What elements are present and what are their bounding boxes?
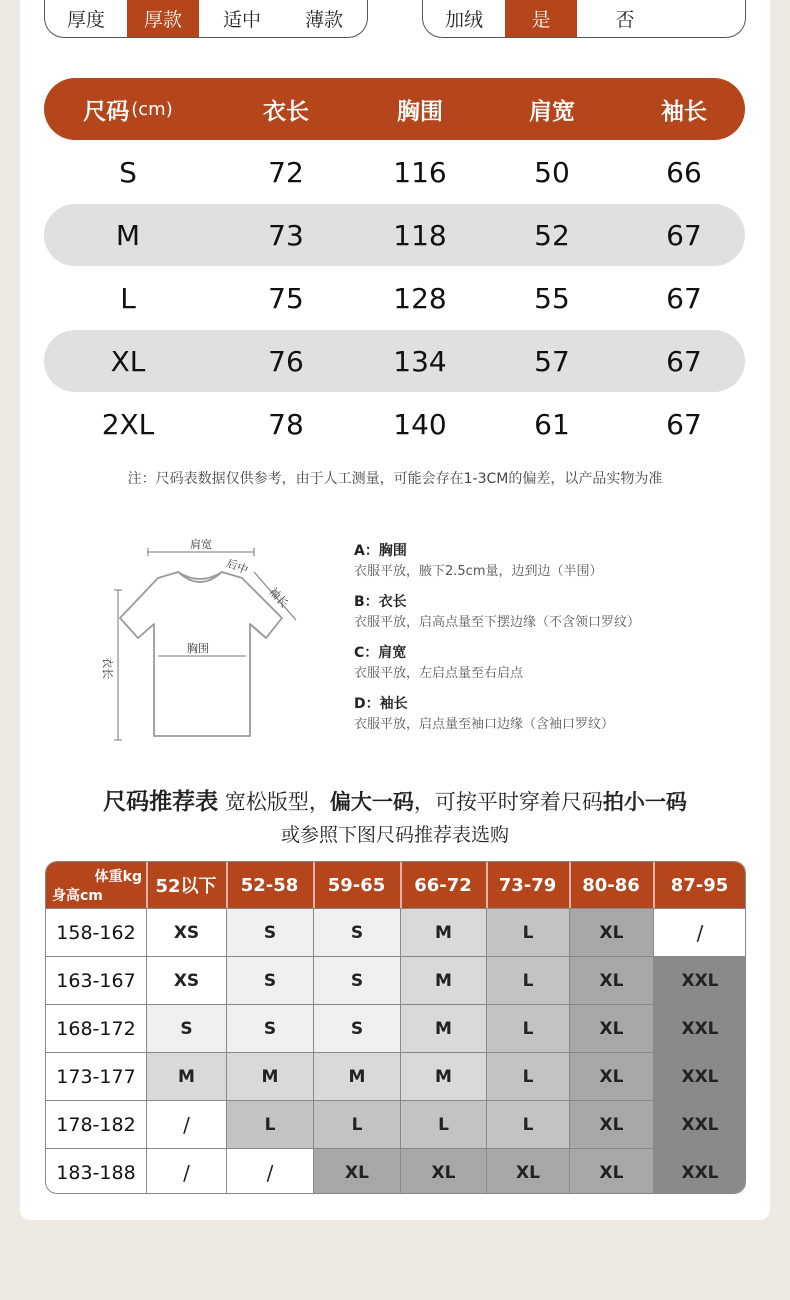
recommended-size-cell: XXL (653, 1101, 746, 1148)
recommended-size-cell: XL (569, 1149, 653, 1194)
recommended-size-cell: L (486, 1005, 569, 1052)
recommended-size-cell: L (313, 1101, 400, 1148)
recommended-size-cell: L (226, 1101, 313, 1148)
legend-chest-desc: 衣服平放，腋下2.5cm量，边到边（半围） (354, 564, 603, 579)
size-value-cell: 75 (268, 281, 304, 315)
recommend-table (45, 861, 746, 1194)
legend-shoulder-desc: 衣服平放，左启点量至右启点 (354, 666, 524, 681)
fleece-label: 加绒 (444, 9, 483, 31)
size-value-cell: 67 (666, 407, 702, 441)
recommended-size-cell: L (486, 957, 569, 1004)
recommend-usual: ，可按平时穿着尺码 (413, 790, 603, 814)
recommended-size-cell: L (486, 1101, 569, 1148)
size-value-cell: 67 (666, 281, 702, 315)
recommended-size-cell: S (313, 909, 400, 956)
recommended-size-cell: XXL (653, 1053, 746, 1100)
recommend-row (46, 956, 745, 1004)
size-value-cell: 67 (666, 344, 702, 378)
recommended-size-cell: L (486, 909, 569, 956)
size-value-cell: 76 (268, 344, 304, 378)
recommended-size-cell: M (146, 1053, 226, 1100)
recommended-size-cell: M (400, 909, 486, 956)
size-value-cell: 118 (393, 218, 447, 252)
legend-sleeve-desc: 衣服平放，启点量至袖口边缘（含袖口罗纹） (354, 717, 615, 732)
recommended-size-cell: XL (313, 1149, 400, 1194)
recommended-size-cell: XXL (653, 1005, 746, 1052)
label-back-center: 后中 (224, 556, 250, 577)
header-length: 衣长 (263, 98, 309, 125)
weight-header: 80-86 (582, 874, 640, 896)
tshirt-measurement-diagram (90, 528, 320, 748)
weight-header: 52以下 (155, 876, 217, 897)
header-divider (486, 862, 488, 908)
size-value-cell: 73 (268, 218, 304, 252)
recommended-size-cell: / (226, 1149, 313, 1194)
recommend-row (46, 1100, 745, 1148)
size-name-cell: S (119, 155, 137, 189)
thickness-selector (44, 0, 368, 38)
header-divider (653, 862, 655, 908)
label-chest: 胸围 (187, 642, 209, 655)
size-table-row (44, 330, 745, 392)
size-value-cell: 78 (268, 407, 304, 441)
recommended-size-cell: XL (400, 1149, 486, 1194)
recommended-size-cell: M (400, 957, 486, 1004)
size-name-cell: M (115, 218, 141, 252)
size-name-cell: XL (110, 344, 146, 378)
weight-header: 87-95 (670, 874, 729, 896)
recommended-size-cell: XXL (653, 957, 746, 1004)
size-value-cell: 55 (534, 281, 570, 315)
recommended-size-cell: XXL (653, 1149, 746, 1194)
label-length: 衣长 (101, 657, 114, 679)
fleece-selector (422, 0, 746, 38)
label-sleeve: 袖长 (266, 585, 291, 611)
thickness-option-thin[interactable]: 薄款 (304, 9, 343, 31)
recommended-size-cell: S (146, 1005, 226, 1052)
recommended-size-cell: S (313, 1005, 400, 1052)
recommend-title (0, 783, 790, 816)
recommended-size-cell: XL (569, 1005, 653, 1052)
size-table-row (44, 141, 745, 203)
recommend-row (46, 1004, 745, 1052)
recommended-size-cell: / (653, 909, 746, 956)
recommend-fit: 宽松版型， (224, 790, 330, 814)
recommended-size-cell: XL (569, 909, 653, 956)
height-cell: 163-167 (56, 969, 136, 992)
height-cell: 168-172 (56, 1017, 136, 1040)
recommend-row (46, 908, 745, 956)
size-value-cell: 128 (393, 281, 447, 315)
weight-header: 73-79 (498, 874, 557, 896)
size-value-cell: 116 (393, 155, 447, 189)
header-shoulder: 肩宽 (529, 98, 575, 125)
height-cell: 173-177 (56, 1065, 136, 1088)
size-value-cell: 66 (666, 155, 702, 189)
corner-cell (46, 862, 146, 908)
recommended-size-cell: / (146, 1101, 226, 1148)
recommended-size-cell: XL (486, 1149, 569, 1194)
header-divider (146, 862, 148, 908)
legend-sleeve-title: D：袖长 (354, 696, 408, 712)
fleece-option-no[interactable]: 否 (615, 9, 635, 31)
size-value-cell: 50 (534, 155, 570, 189)
corner-weight: 体重kg (94, 869, 142, 885)
recommend-table-header (46, 862, 745, 908)
legend-length-desc: 衣服平放，启高点量至下摆边缘（不含领口罗纹） (354, 615, 641, 630)
header-unit: (cm) (131, 98, 173, 120)
label-shoulder: 肩宽 (190, 538, 212, 551)
header-size-label: 尺码 (83, 98, 130, 125)
legend-chest-title: A：胸围 (354, 543, 407, 559)
size-table-row (44, 204, 745, 266)
weight-header: 59-65 (327, 874, 386, 896)
recommended-size-cell: S (226, 909, 313, 956)
recommend-row (46, 1148, 745, 1194)
size-name-cell: 2XL (101, 407, 155, 441)
recommended-size-cell: S (313, 957, 400, 1004)
size-value-cell: 67 (666, 218, 702, 252)
header-chest: 胸围 (397, 98, 443, 125)
recommended-size-cell: M (313, 1053, 400, 1100)
size-table-row (44, 267, 745, 329)
recommend-smaller: 拍小一码 (602, 790, 687, 814)
thickness-option-medium[interactable]: 适中 (222, 9, 261, 31)
recommend-heading: 尺码推荐表 (103, 789, 219, 815)
measurement-legend (354, 540, 754, 744)
size-name-cell: L (120, 281, 136, 315)
size-value-cell: 140 (393, 407, 447, 441)
recommended-size-cell: XL (569, 1053, 653, 1100)
height-cell: 158-162 (56, 921, 136, 944)
thickness-option-thick[interactable]: 厚款 (127, 0, 199, 37)
legend-shoulder-title: C：肩宽 (354, 645, 407, 661)
size-value-cell: 57 (534, 344, 570, 378)
size-value-cell: 61 (534, 407, 570, 441)
legend-length-title: B：衣长 (354, 594, 407, 610)
recommended-size-cell: M (226, 1053, 313, 1100)
weight-header: 66-72 (414, 874, 472, 896)
header-divider (313, 862, 315, 908)
recommended-size-cell: M (400, 1005, 486, 1052)
thickness-label: 厚度 (66, 9, 105, 31)
header-divider (569, 862, 571, 908)
recommended-size-cell: XL (569, 1101, 653, 1148)
recommended-size-cell: XS (146, 957, 226, 1004)
size-table-row (44, 393, 745, 455)
recommend-subtitle: 或参照下图尺码推荐表选购 (280, 824, 509, 846)
size-table-header (44, 78, 745, 140)
header-divider (400, 862, 402, 908)
weight-header: 52-58 (240, 874, 299, 896)
size-table-note: 注：尺码表数据仅供参考，由于人工测量，可能会存在1-3CM的偏差，以产品实物为准 (127, 471, 663, 487)
recommended-size-cell: S (226, 957, 313, 1004)
size-value-cell: 72 (268, 155, 304, 189)
recommended-size-cell: XS (146, 909, 226, 956)
height-cell: 178-182 (56, 1113, 136, 1136)
height-cell: 183-188 (56, 1161, 136, 1184)
size-value-cell: 52 (534, 218, 570, 252)
recommended-size-cell: S (226, 1005, 313, 1052)
fleece-option-yes[interactable]: 是 (505, 0, 577, 37)
recommended-size-cell: / (146, 1149, 226, 1194)
recommend-row (46, 1052, 745, 1100)
corner-height: 身高cm (52, 888, 103, 904)
recommended-size-cell: XL (569, 957, 653, 1004)
recommended-size-cell: M (400, 1053, 486, 1100)
recommend-bigger: 偏大一码 (329, 790, 414, 814)
header-divider (226, 862, 228, 908)
header-size (44, 78, 212, 140)
recommended-size-cell: L (400, 1101, 486, 1148)
header-sleeve: 袖长 (661, 98, 707, 125)
size-value-cell: 134 (393, 344, 447, 378)
recommended-size-cell: L (486, 1053, 569, 1100)
